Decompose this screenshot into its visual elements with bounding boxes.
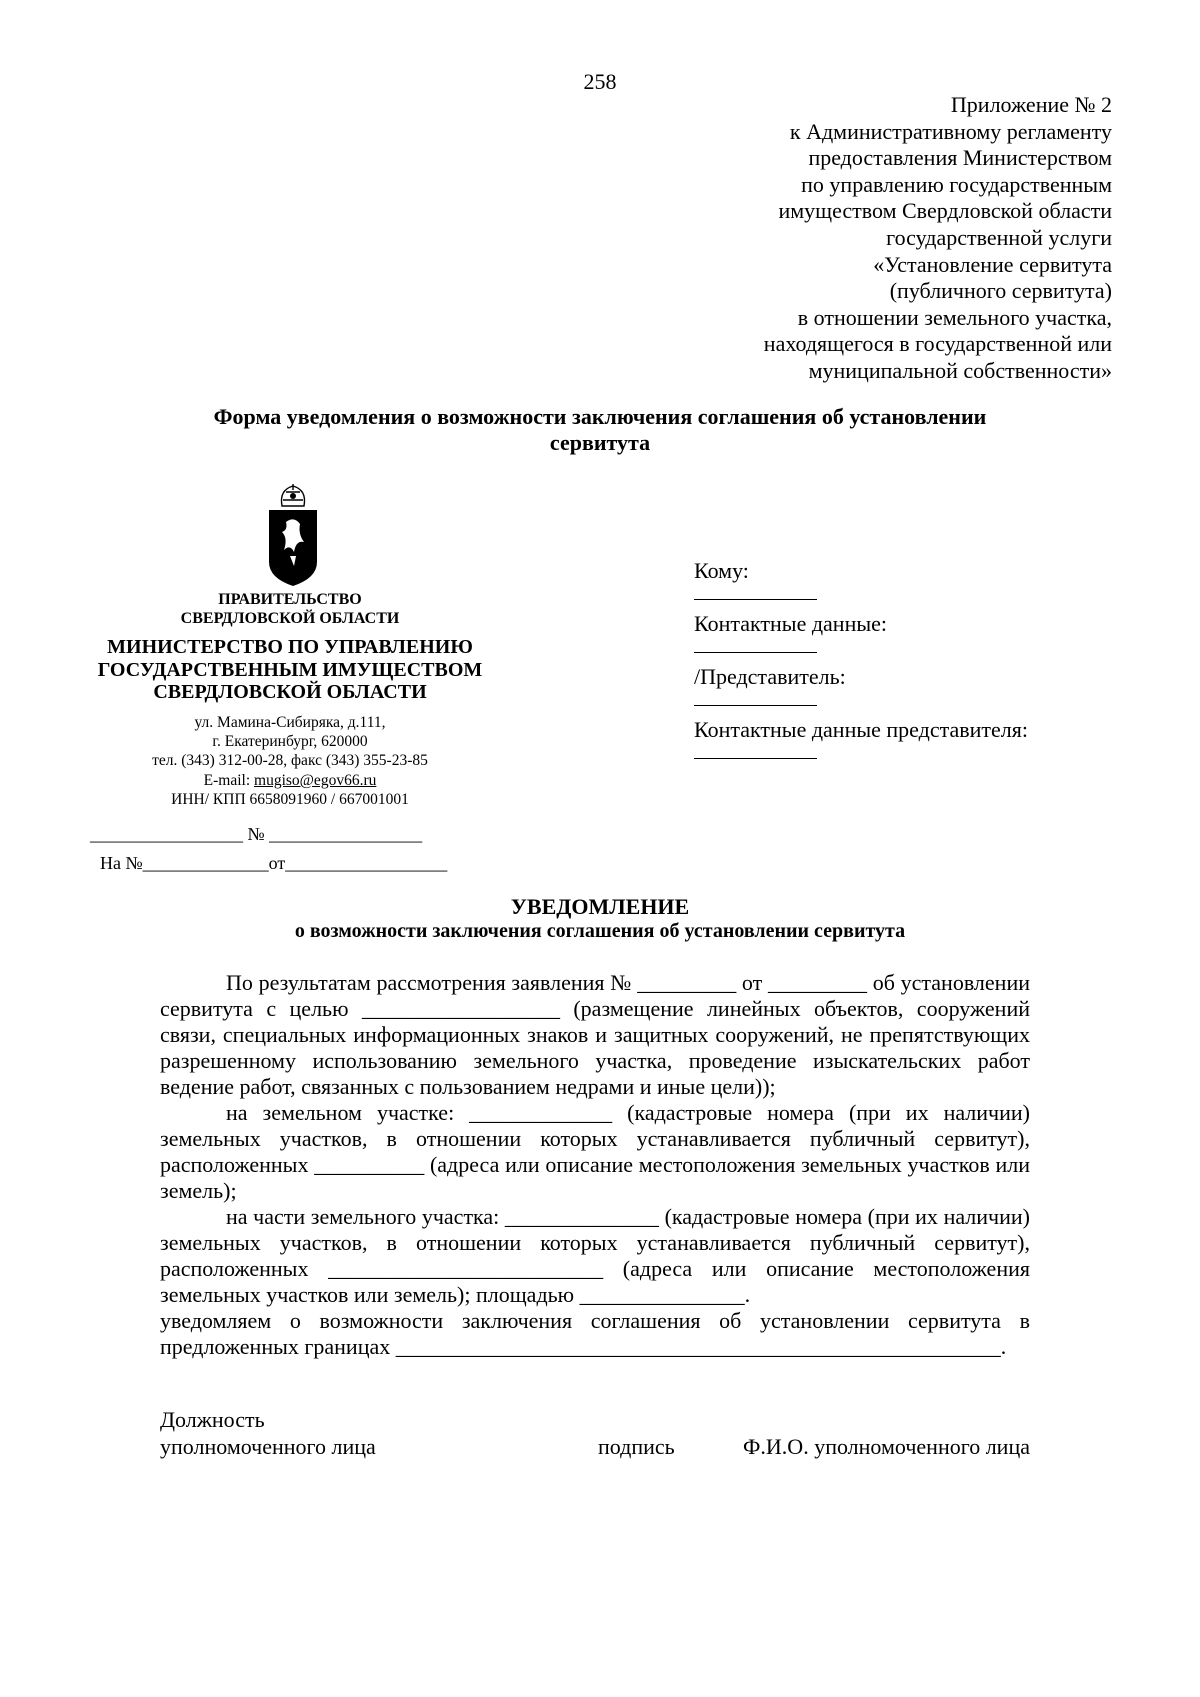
appendix-line: государственной услуги [886,224,1112,250]
ministry-address [90,713,490,809]
phone-fax: тел. (343) 312-00-28, факс (343) 355-23-85 [152,752,428,770]
position-label: Должность уполномоченного лица [160,1407,376,1459]
body-paragraph: на части земельного участка: ______________ (кадастровые номера (при их наличии) земельных участков, в отношении которых устанавливается публичный сервитут), расположенных _________________________ (адреса или описание местоположения земельных участков или земель); площадью _______________. [160,1204,1030,1307]
appendix-line: к Административному регламенту [789,118,1112,144]
email-link[interactable]: mugiso@egov66.ru [254,771,377,789]
appendix-line: имуществом Свердловской области [778,198,1112,224]
email-line: E-mail: mugiso@egov66.ru [203,771,377,789]
rep-contacts-blank [694,746,817,759]
body-paragraph: на земельном участке: _____________ (кадастровые номера (при их наличии) земельных участков, в отношении которых устанавливается публичный сервитут), расположенных __________ (адреса или описание местоположения земельных участков или земель); [160,1100,1030,1203]
appendix-line: в отношении земельного участка, [797,304,1112,330]
representative-blank [694,693,817,706]
appendix-line: предоставления Министерством [808,145,1112,171]
notice-body [160,970,1030,1360]
government-name: ПРАВИТЕЛЬСТВО СВЕРДЛОВСКОЙ ОБЛАСТИ [180,591,400,627]
rep-contacts-label: Контактные данные представителя: [694,717,1028,742]
ministry-name: МИНИСТЕРСТВО ПО УПРАВЛЕНИЮ ГОСУДАРСТВЕННЫМ ИМУЩЕСТВОМ СВЕРДЛОВСКОЙ ОБЛАСТИ [97,636,483,703]
inn-kpp: ИНН/ КПП 6658091960 / 667001001 [171,790,409,808]
address-city: г. Екатеринбург, 620000 [212,733,368,751]
address-street: ул. Мамина-Сибиряка, д.111, [194,714,386,731]
contacts-label: Контактные данные: [694,611,887,636]
to-label: Кому: [694,558,749,583]
to-blank [694,587,817,600]
body-paragraph: По результатам рассмотрения заявления № _________ от _________ об установлении сервитута с целью __________________ (размещение линейных объектов, сооружений связи, специальных информационных знаков и защитных сооружений, не препятствующих разрешенному использованию земельного участка, проведение изыскательских работ ведение работ, связанных с пользованием недрами и иные цели)); [160,970,1030,1099]
appendix-line: Приложение № 2 [950,92,1112,117]
reply-to-line: На №______________от__________________ [100,853,448,873]
form-title: Форма уведомления о возможности заключения соглашения об установлении сервитута [213,404,987,455]
signature-label: подпись [598,1434,675,1459]
coat-of-arms-icon [264,482,322,590]
closing-paragraph: уведомляем о возможности заключения соглашения об установлении сервитута в предложенных границах _______________________________________________________. [160,1308,1030,1359]
appendix-line: «Установление сервитута [873,251,1112,277]
registration-number-line: _________________ № _________________ [90,824,423,844]
page-number: 258 [583,69,617,94]
notice-subheading: о возможности заключения соглашения об установлении сервитута [294,920,906,942]
appendix-line: находящегося в государственной или [763,331,1112,357]
appendix-block [552,92,1112,385]
representative-label: /Представитель: [694,664,846,689]
appendix-line: (публичного сервитута) [889,278,1112,304]
fio-label: Ф.И.О. уполномоченного лица [743,1434,1030,1459]
recipient-block [694,557,1114,769]
contacts-blank [694,640,817,653]
notice-heading: УВЕДОМЛЕНИЕ [510,894,690,919]
appendix-line: муниципальной собственности» [808,357,1112,383]
appendix-line: по управлению государственным [801,171,1112,197]
